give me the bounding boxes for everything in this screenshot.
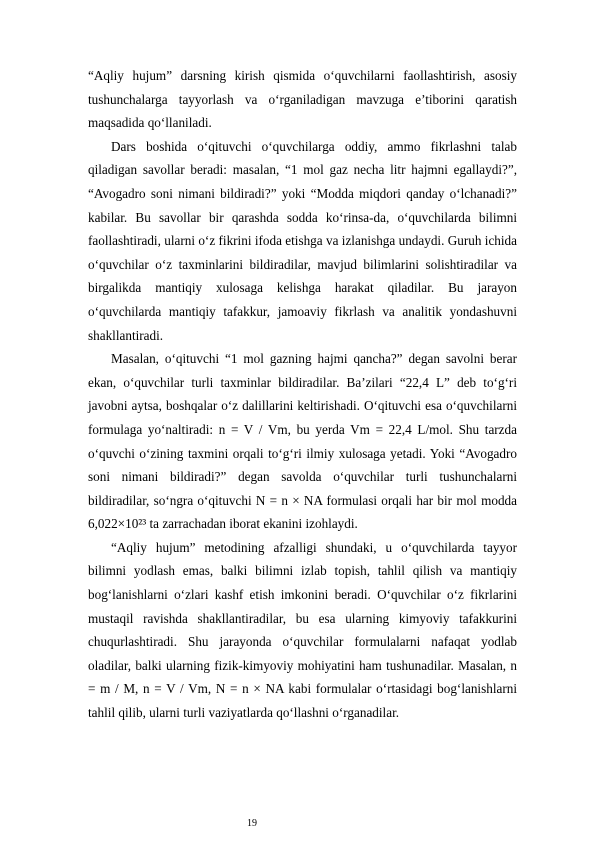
paragraph-example: Masalan, o‘qituvchi “1 mol gazning hajmi qancha?” degan savolni berar ekan, o‘quvchilar turli taxminlar bildiradilar. Ba’zilari “22,4 L” deb to‘g‘ri javobni aytsa, boshqalar o‘z dalillarini keltirishadi. O‘qituvchi esa o‘quvchilarni formulaga yo‘naltiradi: n = V / Vm, bu yerda Vm = 22,4 L/mol. Shu tarzda o‘quvchi o‘zining taxmini orqali to‘g‘ri ilmiy xulosaga yetadi. Yoki “Avogadro soni nimani bildiradi?” degan savolda o‘quvchilar turli tushunchalarni bildiradilar, so‘ngra o‘qituvchi N = n × NA formulasi orqali har bir mol modda 6,022×10²³ ta zarrachadan iborat ekanini izohlaydi. — [88, 351, 517, 532]
page-number: 19 — [247, 818, 257, 829]
paragraph-intro: “Aqliy hujum” darsning kirish qismida o‘quvchilarni faollashtirish, asosiy tushunchalarga tayyorlash va o‘rganiladigan mavzuga e’tiborini qaratish maqsadida qo‘llaniladi. — [88, 68, 517, 131]
paragraph-advantages: “Aqliy hujum” metodining afzalligi shundaki, u o‘quvchilarda tayyor bilimni yodlash emas, balki bilimni izlab topish, tahlil qilish va mantiqiy bog‘lanishlarni o‘zlari kashf etish imkonini beradi. O‘quvchilar o‘z fikrlarini mustaqil ravishda shakllantiradilar, bu esa ularning kimyoviy tafakkurini chuqurlashtiradi. Shu jarayonda o‘quvchilar formulalarni nafaqat yodlab oladilar, balki ularning fizik-kimyoviy mohiyatini ham tushunadilar. Masalan, n = m / M, n = V / Vm, N = n × NA kabi formulalar o‘rtasidagi bog‘lanishlarni tahlil qilib, ularni turli vaziyatlarda qo‘llashni o‘rganadilar. — [88, 539, 517, 721]
page-body — [88, 64, 517, 725]
paragraph-lesson-start: Dars boshida o‘qituvchi o‘quvchilarga oddiy, ammo fikrlashni talab qiladigan savollar beradi: masalan, “1 mol gaz necha litr hajmni egallaydi?”, “Avogadro soni nimani bildiradi?” yoki “Modda miqdori qanday o‘lchanadi?” kabilar. Bu savollar bir qarashda sodda ko‘rinsa-da, o‘quvchilarda bilimni faollashtiradi, ularni o‘z fikrini ifoda etishga va izlanishga undaydi. Guruh ichida o‘quvchilar o‘z taxminlarini bildiradilar, mavjud bilimlarini solishtiradilar va birgalikda mantiqiy xulosaga kelishga harakat qiladilar. Bu jarayon o‘quvchilarda mantiqiy tafakkur, jamoaviy fikrlash va analitik yondashuvni shakllantiradi. — [88, 138, 517, 343]
